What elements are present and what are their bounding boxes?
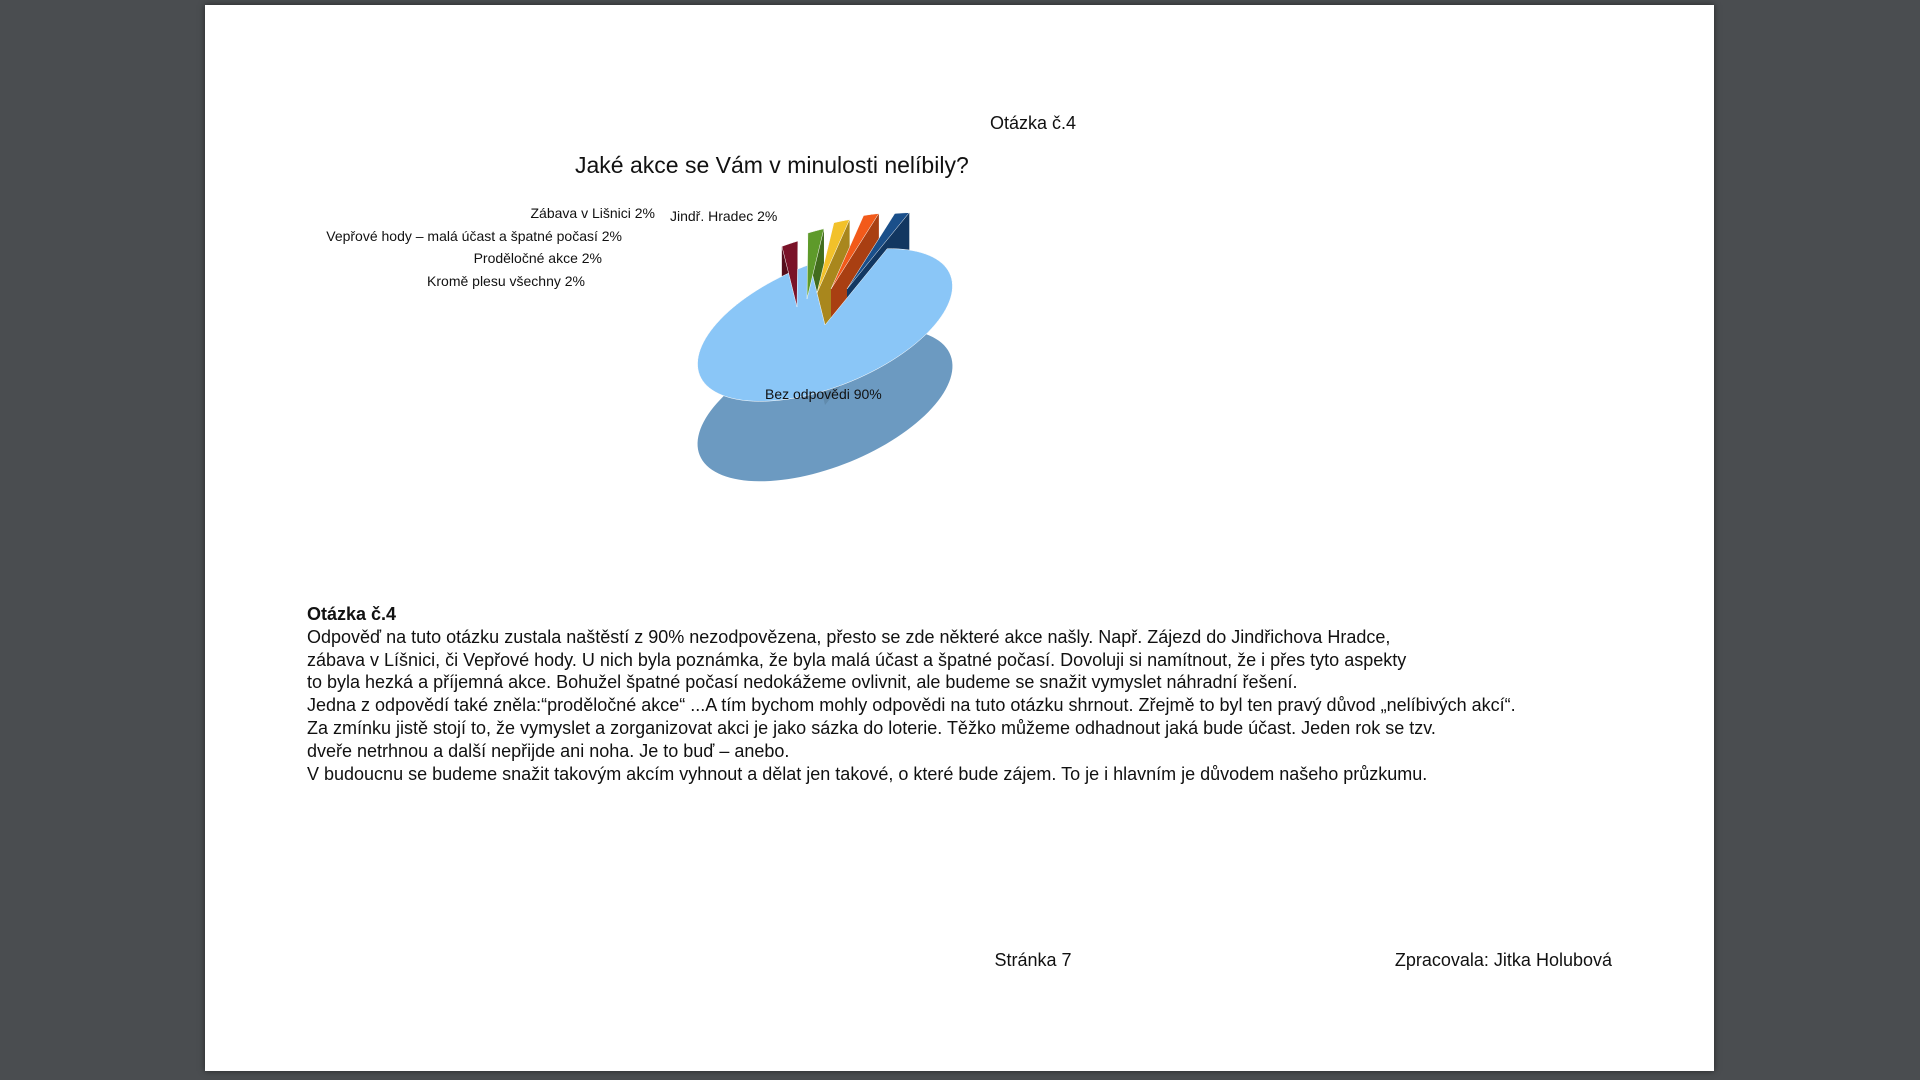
article-line: Za zmínku jistě stojí to, že vymyslet a zorganizovat akci je jako sázka do loterie. Těžko můžeme odhadnout jaká bude účast. Jeden rok se tzv. xyxy=(307,717,1436,738)
pie-slice-label: Jindř. Hradec 2% xyxy=(670,208,778,224)
article-line: dveře netrhnou a další nepřijde ani noha. Je to buď – anebo. xyxy=(307,740,790,761)
article-heading: Otázka č.4 xyxy=(307,604,397,624)
article-line: to byla hezká a příjemná akce. Bohužel špatné počasí nedokážeme ovlivnit, ale budeme se snažit vymyslet náhradní řešení. xyxy=(307,672,1298,693)
pie-slice-label: Kromě plesu všechny 2% xyxy=(427,273,585,289)
page-heading: Otázka č.4 xyxy=(989,113,1077,133)
pie-slice-label: Proděločné akce 2% xyxy=(473,250,602,266)
article-line: Jedna z odpovědí také zněla:“proděločné akce“ ...A tím bychom mohly odpovědi na tuto otázku shrnout. Zřejmě to byl ten pravý důvod „nelíbivých akcí“. xyxy=(307,695,1516,716)
article-body xyxy=(307,603,1607,785)
pie-slice-label: Zábava v Lišnici 2% xyxy=(530,205,655,221)
pie-slice-label: Vepřové hody – malá účast a špatné počasí 2% xyxy=(326,228,622,244)
article-line: zábava v Líšnici, či Vepřové hody. U nich byla poznámka, že byla malá účast a špatné počasí. Dovoluji si namítnout, že i přes tyto aspekty xyxy=(307,649,1407,670)
pie-slice-label: Bez odpovědi 90% xyxy=(765,386,882,402)
chart-title: Jaké akce se Vám v minulosti nelíbily? xyxy=(575,152,969,178)
author-credit: Zpracovala: Jitka Holubová xyxy=(1394,950,1612,970)
article-line: V budoucnu se budeme snažit takovým akcím vyhnout a dělat jen takové, o které bude zájem. To je i hlavním je důvodem našeho průzkumu. xyxy=(307,763,1428,784)
page-number: Stránka 7 xyxy=(994,950,1072,970)
pie-chart xyxy=(205,5,1714,605)
document-page xyxy=(205,5,1714,1071)
article-line: Odpověď na tuto otázku zustala naštěstí z 90% nezodpovězena, přesto se zde některé akce našly. Např. Zájezd do Jindřichova Hradce, xyxy=(307,626,1391,647)
